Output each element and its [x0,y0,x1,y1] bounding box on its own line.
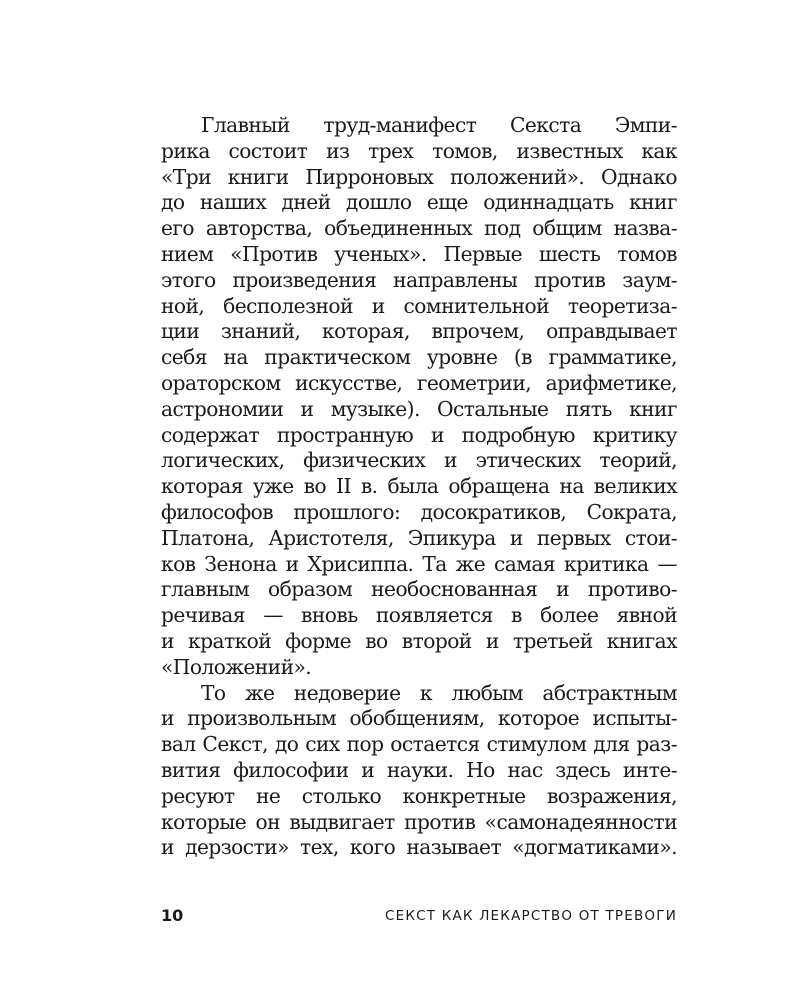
text-line: ресуют не столько конкретные возражения, [161,783,677,808]
text-line: и дерзости» тех, кого называет «догматиками». [161,835,677,860]
text-line: которая уже во II в. была обращена на великих [161,474,677,499]
text-line: Платона, Аристотеля, Эпикура и первых стои- [161,525,677,550]
text-line: главным образом необоснованная и противо- [161,577,677,602]
text-line: себя на практическом уровне (в грамматике, [161,345,677,370]
text-line: которые он выдвигает против «самонадеянности [161,809,677,834]
text-line: ной, бесполезной и сомнительной теоретиза- [161,293,677,318]
text-line: логических, физических и этических теорий, [161,448,677,473]
text-line: ков Зенона и Хрисиппа. Та же самая критика — [161,551,677,576]
text-line: философов прошлого: досократиков, Сократа, [161,499,677,524]
page-footer [161,906,677,930]
text-line: его авторства, объединенных под общим назва- [161,216,677,241]
text-line: и произвольным обобщениям, которое испыты- [161,706,677,731]
text-line: содержат пространную и подробную критику [161,422,677,447]
text-line: астрономии и музыке). Остальные пять книг [161,396,677,421]
running-head: СЕКСТ КАК ЛЕКАРСТВО ОТ ТРЕВОГИ [385,908,677,924]
text-line: Главный труд-манифест Секста Эмпи- [201,113,677,137]
text-line: этого произведения направлены против заум- [161,267,677,292]
text-line: речивая — вновь появляется в более явной [161,603,677,628]
text-line: ораторском искусстве, геометрии, арифметике, [161,370,677,395]
text-line: «Три книги Пирроновых положений». Однако [161,164,677,189]
paragraph [161,113,677,681]
text-line: вал Секст, до сих пор остается стимулом для раз- [161,732,677,757]
text-line: вития философии и науки. Но нас здесь инте- [161,757,677,782]
text-line: рика состоит из трех томов, известных как [161,138,677,163]
paragraph [161,681,677,862]
text-line: до наших дней дошло еще одиннадцать книг [161,190,677,215]
text-line: и краткой форме во второй и третьей книгах [161,628,677,653]
text-line: То же недоверие к любым абстрактным [201,680,677,705]
text-line: нием «Против ученых». Первые шесть томов [161,241,677,266]
body-text [161,113,677,861]
text-line: ции знаний, которая, впрочем, оправдывает [161,319,677,344]
page-number: 10 [161,906,184,925]
text-line: «Положений». [161,654,312,679]
